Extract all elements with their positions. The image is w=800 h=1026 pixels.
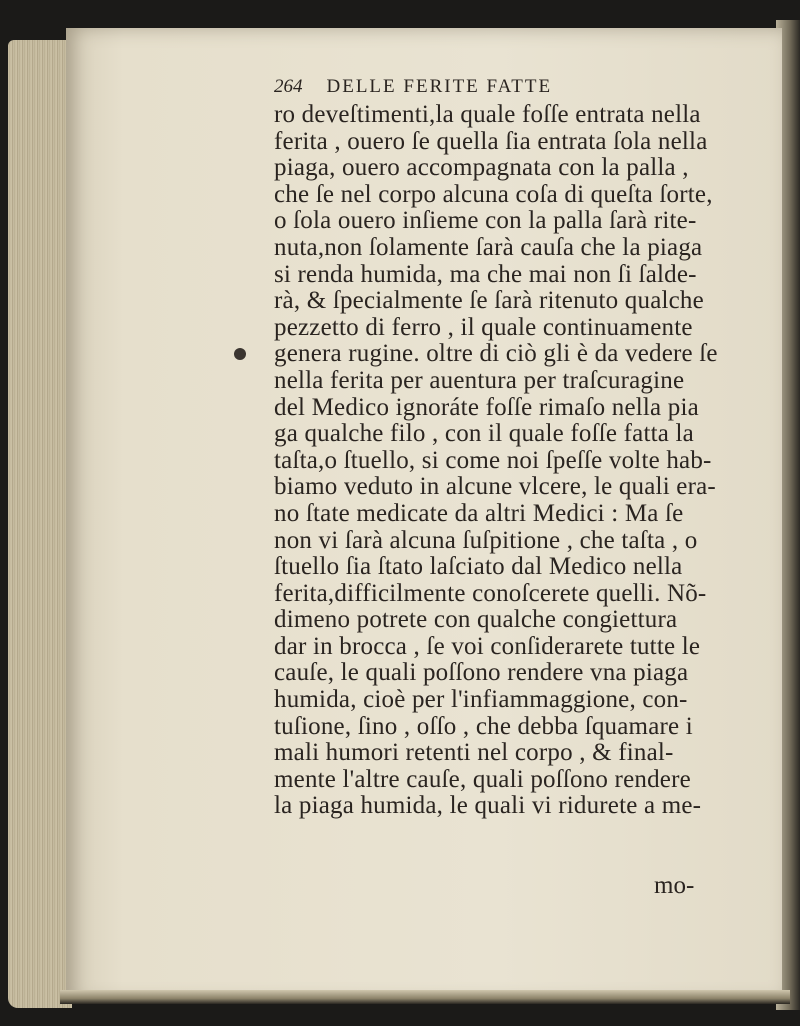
text-line: la piaga humida, le quali vi ridurete a me- — [274, 792, 702, 820]
catchword: mo- — [654, 872, 695, 899]
text-line: mente l'altre cauſe, quali poſſono rendere — [274, 765, 691, 793]
page-number: 264 — [274, 76, 303, 97]
margin-ink-dot — [234, 348, 246, 360]
text-line: ro deveſtimenti,la quale foſſe entrata nella — [274, 101, 701, 128]
text-line: mali humori retenti nel corpo , & final- — [274, 739, 674, 767]
text-line: ferita , ouero ſe quella ſia entrata ſola nella — [274, 127, 708, 155]
page-text-block — [274, 76, 744, 820]
text-line: dimeno potrete con qualche congiettura — [274, 606, 678, 634]
text-line: taſta,o ſtuello, si come noi ſpeſſe volte hab- — [274, 446, 712, 474]
text-line: ga qualche filo , con il quale foſſe fatta la — [274, 420, 694, 448]
page-bottom-edge — [60, 990, 790, 1004]
text-line: rà, & ſpecialmente ſe ſarà ritenuto qualche — [274, 287, 704, 315]
book-page-edges — [8, 40, 72, 1008]
text-line: piaga, ouero accompagnata con la palla , — [274, 154, 689, 182]
text-line: pezzetto di ferro , il quale continuamente — [274, 313, 693, 341]
text-line: o ſola ouero inſieme con la palla ſarà rite- — [274, 207, 697, 235]
text-line: nuta,non ſolamente ſarà cauſa che la piaga — [274, 233, 703, 261]
body-text — [274, 102, 744, 820]
running-head-title: DELLE FERITE FATTE — [326, 76, 553, 97]
text-line: biamo veduto in alcune vlcere, le quali era- — [274, 473, 716, 501]
text-line: tuſione, ſino , oſſo , che debba ſquamare i — [274, 712, 693, 740]
text-line: ſtuello ſia ſtato laſciato dal Medico nella — [274, 553, 683, 581]
text-line: genera rugine. oltre di ciò gli è da vedere ſe — [274, 340, 718, 368]
running-head — [274, 76, 744, 100]
text-line: humida, cioè per l'infiammaggione, con- — [274, 686, 688, 714]
text-line: del Medico ignoráte foſſe rimaſo nella pia — [274, 393, 699, 421]
text-line: nella ferita per auentura per traſcuragine — [274, 366, 685, 394]
text-line: si renda humida, ma che mai non ſi ſalde- — [274, 260, 697, 288]
text-line: che ſe nel corpo alcuna coſa di queſta ſorte, — [274, 180, 713, 208]
text-line: ferita,difficilmente conoſcerete quelli. Nõ- — [274, 579, 707, 607]
text-line: non vi ſarà alcuna ſuſpitione , che taſta , o — [274, 526, 698, 554]
text-line: dar in brocca , ſe voi conſiderarete tutte le — [274, 632, 701, 660]
text-line: no ſtate medicate da altri Medici : Ma ſe — [274, 499, 684, 527]
text-line: cauſe, le quali poſſono rendere vna piaga — [274, 659, 689, 687]
